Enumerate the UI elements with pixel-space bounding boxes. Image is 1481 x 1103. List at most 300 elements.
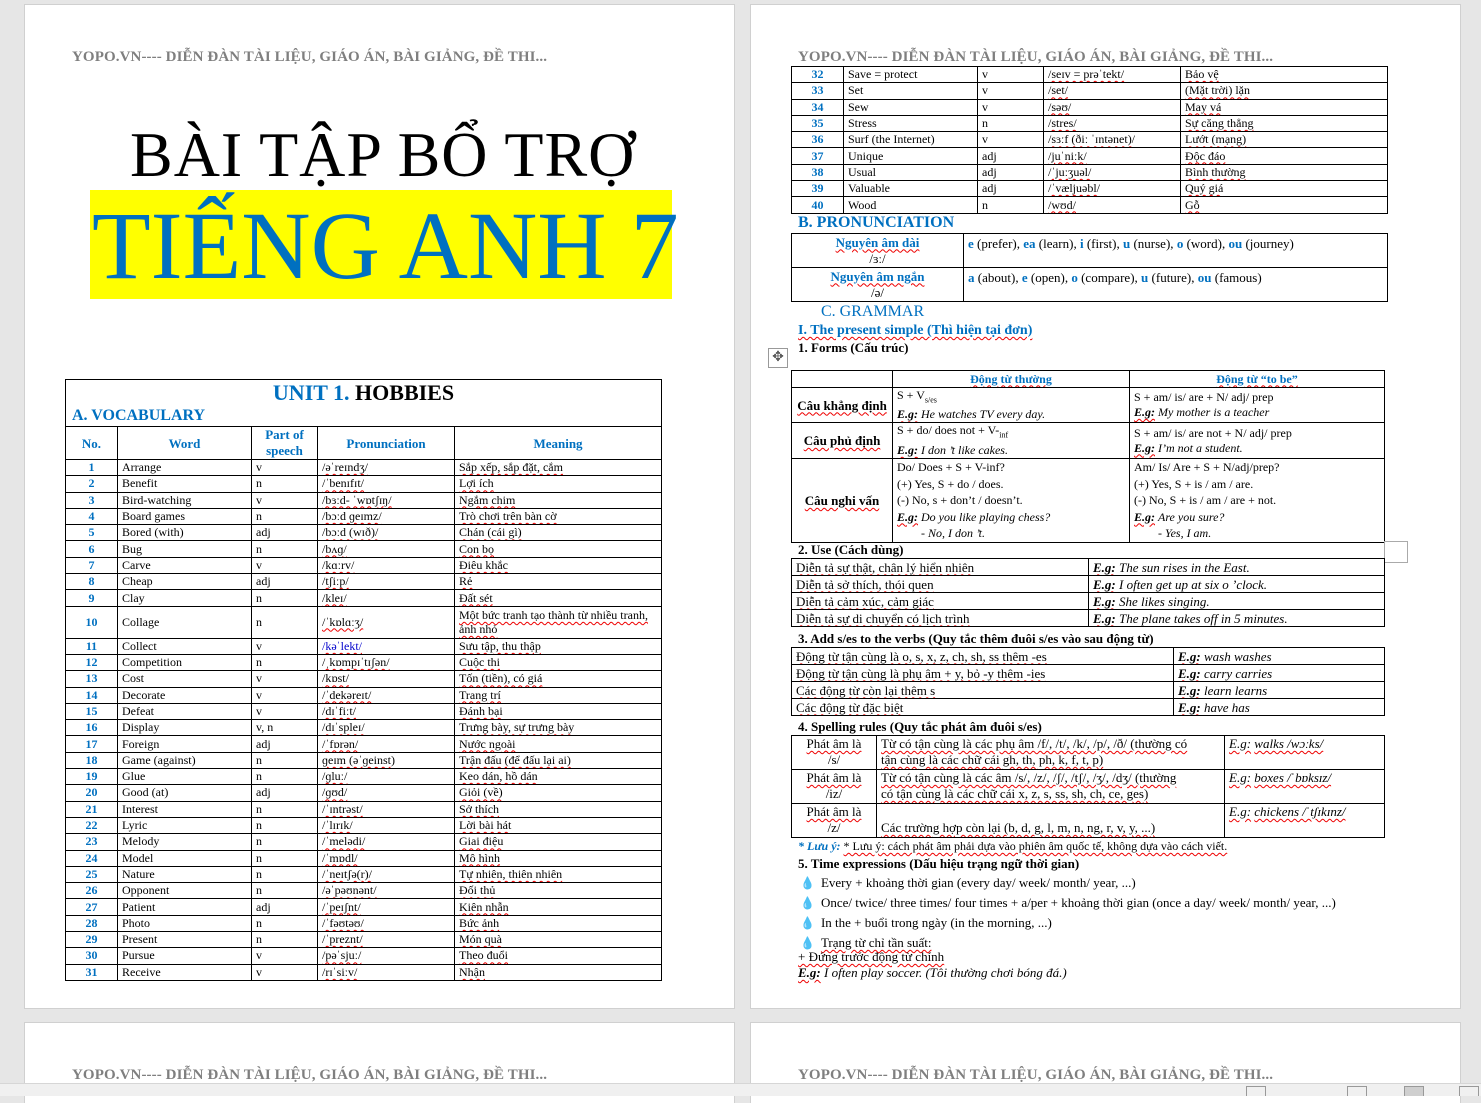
vocab-meaning: May vá bbox=[1181, 99, 1388, 115]
vocab-meaning: Sưu tập, thu thập bbox=[455, 638, 662, 654]
vocab-word: Set bbox=[844, 83, 978, 99]
pronunciation-table bbox=[791, 233, 1388, 302]
vocab-pos: n bbox=[252, 932, 318, 948]
add-ses-example: E.g: have has bbox=[1174, 699, 1385, 716]
vocab-meaning: Đánh bại bbox=[455, 703, 662, 719]
vocab-row bbox=[66, 703, 662, 719]
vocab-no: 31 bbox=[66, 964, 118, 980]
vocab-meaning: Rẻ bbox=[455, 574, 662, 590]
vocab-meaning: Điêu khắc bbox=[455, 557, 662, 573]
time-expressions-list bbox=[800, 873, 1336, 953]
vocab-meaning: Tự nhiên, thiên nhiên bbox=[455, 866, 662, 882]
vocab-row bbox=[66, 883, 662, 899]
page-header: YOPO.VN---- DIỄN ĐÀN TÀI LIỆU, GIÁO ÁN, BÀI GIẢNG, ĐỀ THI... bbox=[798, 49, 1274, 65]
vocab-row bbox=[66, 525, 662, 541]
vocab-pron: /tʃiːp/ bbox=[318, 574, 455, 590]
vocab-row bbox=[66, 492, 662, 508]
vocab-no: 11 bbox=[66, 638, 118, 654]
time-expression-item: 💧 Every + khoảng thời gian (every day/ week/ month/ year, ...) bbox=[800, 875, 1136, 890]
vocab-meaning: Bảo vệ bbox=[1181, 67, 1388, 83]
spelling-label: Phát âm là /z/ bbox=[792, 804, 877, 838]
vocab-pron: /ˈfəʊtəʊ/ bbox=[318, 915, 455, 931]
forms-corner bbox=[792, 371, 893, 388]
use-row bbox=[792, 559, 1385, 576]
use-description: Diễn tả sự thật, chân lý hiển nhiên bbox=[792, 559, 1089, 576]
vocab-no: 26 bbox=[66, 883, 118, 899]
document-page-1 bbox=[25, 5, 734, 1008]
vocab-pron: /bɔːd (wɪð)/ bbox=[318, 525, 455, 541]
vocab-no: 39 bbox=[792, 181, 844, 197]
use-row bbox=[792, 593, 1385, 610]
vocab-pos: adj bbox=[252, 899, 318, 915]
add-ses-example: E.g: learn learns bbox=[1174, 682, 1385, 699]
vocab-pos: n bbox=[978, 197, 1044, 213]
vocab-word: Nature bbox=[118, 866, 252, 882]
vocab-no: 4 bbox=[66, 508, 118, 524]
vocab-meaning: Trò chơi trên bàn cờ bbox=[455, 508, 662, 524]
page-header: YOPO.VN---- DIỄN ĐÀN TÀI LIỆU, GIÁO ÁN, BÀI GIẢNG, ĐỀ THI... bbox=[72, 1067, 548, 1083]
vocab-meaning: Độc đáo bbox=[1181, 148, 1388, 164]
vocab-no: 18 bbox=[66, 752, 118, 768]
vocab-pos: v bbox=[978, 99, 1044, 115]
vocab-pos: v bbox=[252, 948, 318, 964]
vocab-pos: n bbox=[252, 769, 318, 785]
affirmative-verb: $S + V_{s/es}$ E.g: He watches TV every day. bbox=[893, 388, 1130, 423]
vocab-no: 14 bbox=[66, 687, 118, 703]
spelling-rule: Từ có tận cùng là các phụ âm /f/, /t/, /k/, /p/, /ð/ (thường có tận cùng là các chữ cái gh, th, ph, k, f, t, p) bbox=[877, 736, 1225, 770]
vocab-pos: adj bbox=[978, 148, 1044, 164]
vocab-row bbox=[66, 785, 662, 801]
title-line-1: BÀI TẬP BỔ TRỢ bbox=[130, 119, 636, 190]
vocab-row bbox=[66, 769, 662, 785]
negative-label: Câu phủ định bbox=[792, 423, 893, 458]
vocab-meaning: Giỏi (về) bbox=[455, 785, 662, 801]
forms-col-be: Động từ “to be” bbox=[1130, 371, 1385, 388]
vocab-meaning: Bình thường bbox=[1181, 164, 1388, 180]
use-example: E.g: The plane takes off in 5 minutes. bbox=[1089, 610, 1385, 627]
col-part-of-speech: Part of speech bbox=[252, 427, 318, 460]
add-ses-example: E.g: wash washes bbox=[1174, 648, 1385, 665]
droplet-bullet-icon: 💧 bbox=[800, 916, 815, 930]
vocab-no: 28 bbox=[66, 915, 118, 931]
vocab-meaning: Giai điệu bbox=[455, 834, 662, 850]
vocab-row bbox=[66, 899, 662, 915]
time-expression-item: 💧 In the + buổi trong ngày (in the morning, ...) bbox=[800, 915, 1052, 930]
spelling-title: 4. Spelling rules (Quy tắc phát âm đuôi s/es) bbox=[798, 719, 1042, 734]
add-ses-rule: Các động từ đặc biệt bbox=[792, 699, 1174, 716]
vocab-row bbox=[792, 83, 1388, 99]
vocab-pron: /ˈmɒdl/ bbox=[318, 850, 455, 866]
vocab-word: Photo bbox=[118, 915, 252, 931]
vocab-pos: n bbox=[252, 752, 318, 768]
vocab-row bbox=[792, 181, 1388, 197]
vocab-no: 23 bbox=[66, 834, 118, 850]
vocab-word: Collage bbox=[118, 606, 252, 638]
use-title: 2. Use (Cách dùng) bbox=[798, 542, 904, 557]
vocab-pron: /ˈɪntrəst/ bbox=[318, 801, 455, 817]
vocab-word: Interest bbox=[118, 801, 252, 817]
time-expression-item: 💧 Trạng từ chỉ tần suất: bbox=[800, 935, 932, 950]
vocab-pron: /ˈpeɪʃnt/ bbox=[318, 899, 455, 915]
forms-col-verb: Động từ thường bbox=[893, 371, 1130, 388]
page-header: YOPO.VN---- DIỄN ĐÀN TÀI LIỆU, GIÁO ÁN, BÀI GIẢNG, ĐỀ THI... bbox=[72, 49, 548, 65]
vocab-pron: /ɡluː/ bbox=[318, 769, 455, 785]
vocab-pos: adj bbox=[252, 736, 318, 752]
vocab-pron: /ˈdekəreɪt/ bbox=[318, 687, 455, 703]
vocab-word: Pursue bbox=[118, 948, 252, 964]
vocab-no: 25 bbox=[66, 866, 118, 882]
add-ses-row bbox=[792, 699, 1385, 716]
vocab-pos: n bbox=[252, 606, 318, 638]
title-line-2: TIẾNG ANH 7 bbox=[92, 192, 679, 299]
vocab-word: Game (against) bbox=[118, 752, 252, 768]
vocab-pron: /bɔːd ɡeɪmz/ bbox=[318, 508, 455, 524]
col-pronunciation: Pronunciation bbox=[318, 427, 455, 460]
vocab-no: 32 bbox=[792, 67, 844, 83]
vocab-meaning: Lời bài hát bbox=[455, 817, 662, 833]
vocab-word: Sew bbox=[844, 99, 978, 115]
vocab-meaning: Theo đuổi bbox=[455, 948, 662, 964]
question-verb: Do/ Does + S + V-inf? (+) Yes, S + do / does. (-) No, s + don’t / doesn’t. E.g: Do you like playing chess? - No, I don ’t. bbox=[893, 458, 1130, 542]
vocab-pron: /kɑːrv/ bbox=[318, 557, 455, 573]
vocab-pron: /ˈjuːʒuəl/ bbox=[1044, 164, 1181, 180]
vocab-meaning: Tốn (tiền), có giá bbox=[455, 671, 662, 687]
vocab-meaning: Lướt (mạng) bbox=[1181, 132, 1388, 148]
vocab-pos: v, n bbox=[252, 720, 318, 736]
vocab-pos: n bbox=[978, 115, 1044, 131]
vocab-row bbox=[66, 541, 662, 557]
vocab-word: Opponent bbox=[118, 883, 252, 899]
vocab-pron: /seɪv = prəˈtekt/ bbox=[1044, 67, 1181, 83]
vocab-row bbox=[66, 964, 662, 980]
vocab-pos: n bbox=[252, 801, 318, 817]
time-expression-item: 💧 Once/ twice/ three times/ four times + a/per + khoảng thời gian (once a day/ week/ month/ year, ...) bbox=[800, 895, 1336, 910]
vocab-pron: /bɜːd- ˈwɒtʃɪŋ/ bbox=[318, 492, 455, 508]
vocab-pron: /səʊ/ bbox=[1044, 99, 1181, 115]
vocab-pron: /stres/ bbox=[1044, 115, 1181, 131]
vocab-pos: n bbox=[252, 866, 318, 882]
vocab-pron: /ˈvæljuəbl/ bbox=[1044, 181, 1181, 197]
vocabulary-heading: A. VOCABULARY bbox=[66, 406, 662, 427]
vocab-pos: n bbox=[252, 915, 318, 931]
vocab-no: 5 bbox=[66, 525, 118, 541]
add-ses-rule: Các động từ còn lại thêm s bbox=[792, 682, 1174, 699]
vocab-row bbox=[66, 671, 662, 687]
vocab-row bbox=[792, 67, 1388, 83]
use-row bbox=[792, 576, 1385, 593]
vocab-pron: /ˈbenɪfɪt/ bbox=[318, 476, 455, 492]
spelling-table bbox=[791, 735, 1385, 838]
droplet-bullet-icon: 💧 bbox=[800, 936, 815, 950]
vocab-word: Carve bbox=[118, 557, 252, 573]
vocab-meaning: Cuộc thi bbox=[455, 654, 662, 670]
vocab-meaning: Sắp xếp, sắp đặt, cắm bbox=[455, 460, 662, 476]
vocab-pos: v bbox=[978, 132, 1044, 148]
vocab-row bbox=[792, 99, 1388, 115]
vocab-pron: /ˈkɒlɑːʒ/ bbox=[318, 606, 455, 638]
vocab-pron: /ˈpreznt/ bbox=[318, 932, 455, 948]
vocab-word: Cheap bbox=[118, 574, 252, 590]
vocab-meaning: Nước ngoài bbox=[455, 736, 662, 752]
vocab-row bbox=[66, 866, 662, 882]
vocab-pron: /dɪˈfiːt/ bbox=[318, 703, 455, 719]
vocab-pron: /əˈreɪndʒ/ bbox=[318, 460, 455, 476]
vocab-no: 13 bbox=[66, 671, 118, 687]
vocab-pos: v bbox=[252, 687, 318, 703]
vocab-no: 37 bbox=[792, 148, 844, 164]
col-meaning: Meaning bbox=[455, 427, 662, 460]
spelling-row bbox=[792, 736, 1385, 770]
vocab-row bbox=[792, 115, 1388, 131]
vocab-meaning: Món quà bbox=[455, 932, 662, 948]
vocab-pos: adj bbox=[978, 181, 1044, 197]
vocab-pron: /sɜːf (ðiː ˈɪntənet)/ bbox=[1044, 132, 1181, 148]
grammar-heading: C. GRAMMAR bbox=[821, 303, 925, 320]
spelling-example: E.g: walks /wɔːks/ bbox=[1225, 736, 1385, 770]
question-be: Am/ Is/ Are + S + N/adj/prep? (+) Yes, S + is / am / are. (-) No, S + is / am / are + not. E.g: Are you sure? - Yes, I am. bbox=[1130, 458, 1385, 542]
use-description: Diễn tả sự di chuyển có lịch trình bbox=[792, 610, 1089, 627]
vocab-pos: v bbox=[252, 557, 318, 573]
vocab-word: Bored (with) bbox=[118, 525, 252, 541]
vocab-word: Cost bbox=[118, 671, 252, 687]
time-expressions-title: 5. Time expressions (Dấu hiệu trạng ngữ thời gian) bbox=[798, 856, 1080, 871]
affirmative-label: Câu khẳng định bbox=[792, 388, 893, 423]
spelling-rule: Từ có tận cùng là các âm /s/, /z/, /ʃ/, /tʃ/, /ʒ/, /dʒ/ (thường có tận cùng là các chữ cái x, z, s, ss, sh, ch, ce, ges) bbox=[877, 770, 1225, 804]
pron-label: Nguyên âm dài /ɜː/ bbox=[792, 234, 964, 268]
vocab-pos: n bbox=[252, 817, 318, 833]
add-ses-row bbox=[792, 648, 1385, 665]
vocab-meaning: Gỗ bbox=[1181, 197, 1388, 213]
vocab-pos: v bbox=[978, 67, 1044, 83]
spelling-row bbox=[792, 770, 1385, 804]
vocab-pos: adj bbox=[252, 574, 318, 590]
vocab-pos: v bbox=[252, 703, 318, 719]
vocab-pron: /pəˈsjuː/ bbox=[318, 948, 455, 964]
vocab-row bbox=[792, 148, 1388, 164]
title-highlight bbox=[90, 190, 679, 299]
vocab-pos: v bbox=[252, 638, 318, 654]
vocab-row bbox=[66, 915, 662, 931]
use-table bbox=[791, 558, 1385, 627]
col-word: Word bbox=[118, 427, 252, 460]
affirmative-be: S + am/ is/ are + N/ adj/ prep E.g: My mother is a teacher bbox=[1130, 388, 1385, 423]
vocab-no: 19 bbox=[66, 769, 118, 785]
vocab-meaning: Đối thủ bbox=[455, 883, 662, 899]
vocab-pron: /kɒst/ bbox=[318, 671, 455, 687]
vocab-no: 17 bbox=[66, 736, 118, 752]
droplet-bullet-icon: 💧 bbox=[800, 896, 815, 910]
vocab-row bbox=[792, 132, 1388, 148]
vocab-meaning: Ngắm chim bbox=[455, 492, 662, 508]
vocab-word: Receive bbox=[118, 964, 252, 980]
col-no: No. bbox=[66, 427, 118, 460]
vocab-row bbox=[66, 557, 662, 573]
vocab-meaning: Sự căng thẳng bbox=[1181, 115, 1388, 131]
final-example: E.g: I often play soccer. (Tôi thường chơi bóng đá.) bbox=[798, 965, 1067, 980]
vocab-word: Model bbox=[118, 850, 252, 866]
vocab-pos: adj bbox=[252, 525, 318, 541]
vocab-pron: /bʌɡ/ bbox=[318, 541, 455, 557]
vocab-pos: v bbox=[252, 460, 318, 476]
vocab-row bbox=[66, 932, 662, 948]
vocab-meaning: Keo dán, hồ dán bbox=[455, 769, 662, 785]
document-page-2 bbox=[751, 5, 1460, 1008]
vocab-pos: v bbox=[252, 964, 318, 980]
pronunciation-heading: B. PRONUNCIATION bbox=[798, 214, 955, 231]
vocab-pron: /juˈniːk/ bbox=[1044, 148, 1181, 164]
vocab-word: Board games bbox=[118, 508, 252, 524]
add-ses-rule: Động từ tận cùng là o, s, x, z, ch, sh, ss thêm -es bbox=[792, 648, 1174, 665]
vocab-word: Save = protect bbox=[844, 67, 978, 83]
vocab-pron: /ɡʊd/ bbox=[318, 785, 455, 801]
vocab-pron: ɡeɪm (əˈɡeinst) bbox=[318, 752, 455, 768]
vocab-no: 30 bbox=[66, 948, 118, 964]
vocab-no: 15 bbox=[66, 703, 118, 719]
move-handle-icon[interactable]: ✥ bbox=[768, 348, 788, 368]
use-row bbox=[792, 610, 1385, 627]
pron-label: Nguyên âm ngắn /ə/ bbox=[792, 268, 964, 302]
vocab-no: 2 bbox=[66, 476, 118, 492]
vocab-no: 40 bbox=[792, 197, 844, 213]
vocab-word: Lyric bbox=[118, 817, 252, 833]
vocab-word: Melody bbox=[118, 834, 252, 850]
vocab-row bbox=[66, 638, 662, 654]
vocab-meaning: Lợi ích bbox=[455, 476, 662, 492]
vocab-word: Bug bbox=[118, 541, 252, 557]
vocab-meaning: Nhận bbox=[455, 964, 662, 980]
vocab-row bbox=[66, 590, 662, 606]
vocab-meaning: Trưng bày, sự trưng bày bbox=[455, 720, 662, 736]
vocab-pron: /ˈlɪrɪk/ bbox=[318, 817, 455, 833]
position-note: + Đứng trước động từ chính bbox=[798, 949, 945, 964]
vocab-no: 8 bbox=[66, 574, 118, 590]
vocab-row bbox=[66, 654, 662, 670]
vocab-row bbox=[66, 606, 662, 638]
note: * Lưu ý: * Lưu ý: cách phát âm phải dựa vào phiên âm quốc tế, không dựa vào cách viết. bbox=[798, 839, 1228, 853]
vocab-word: Arrange bbox=[118, 460, 252, 476]
vocab-word: Unique bbox=[844, 148, 978, 164]
vocab-word: Clay bbox=[118, 590, 252, 606]
vocab-row bbox=[66, 720, 662, 736]
vocab-pos: n bbox=[252, 850, 318, 866]
vocab-no: 22 bbox=[66, 817, 118, 833]
add-ses-row bbox=[792, 682, 1385, 699]
vocab-pos: n bbox=[252, 834, 318, 850]
vocab-pron: /ˈmelədi/ bbox=[318, 834, 455, 850]
vocab-pos: v bbox=[252, 492, 318, 508]
vocab-pron: /wʊd/ bbox=[1044, 197, 1181, 213]
vocab-row bbox=[792, 164, 1388, 180]
vocab-row bbox=[66, 801, 662, 817]
vocab-pron: /əˈpəʊnənt/ bbox=[318, 883, 455, 899]
vocab-word: Competition bbox=[118, 654, 252, 670]
unit-title: UNIT 1. HOBBIES bbox=[66, 380, 662, 407]
vocab-row bbox=[66, 850, 662, 866]
spelling-label: Phát âm là /s/ bbox=[792, 736, 877, 770]
vocab-row bbox=[66, 736, 662, 752]
pron-row bbox=[792, 234, 1388, 268]
spelling-label: Phát âm là /iz/ bbox=[792, 770, 877, 804]
vocab-row bbox=[66, 817, 662, 833]
droplet-bullet-icon: 💧 bbox=[800, 876, 815, 890]
vocab-pos: n bbox=[252, 476, 318, 492]
vocab-no: 20 bbox=[66, 785, 118, 801]
vocab-row bbox=[66, 948, 662, 964]
vocab-meaning: Trang trí bbox=[455, 687, 662, 703]
vocab-word: Collect bbox=[118, 638, 252, 654]
vocab-pron: /kleɪ/ bbox=[318, 590, 455, 606]
vocab-pron: /ˌkɒmpɪˈtɪʃən/ bbox=[318, 654, 455, 670]
vocab-pos: n bbox=[252, 508, 318, 524]
vocab-row bbox=[66, 508, 662, 524]
vocab-meaning: Đất sét bbox=[455, 590, 662, 606]
vocab-no: 6 bbox=[66, 541, 118, 557]
vocab-pron: /dɪˈspleɪ/ bbox=[318, 720, 455, 736]
vocab-pos: n bbox=[252, 541, 318, 557]
question-label: Câu nghi vấn bbox=[792, 458, 893, 542]
vocab-meaning: Quý giá bbox=[1181, 181, 1388, 197]
use-description: Diễn tả sở thích, thói quen bbox=[792, 576, 1089, 593]
spelling-example: E.g: boxes /ˈbɒksɪz/ bbox=[1225, 770, 1385, 804]
vocab-no: 36 bbox=[792, 132, 844, 148]
vocab-row bbox=[66, 460, 662, 476]
vocab-word: Good (at) bbox=[118, 785, 252, 801]
vocab-row bbox=[66, 476, 662, 492]
vocab-pron: /set/ bbox=[1044, 83, 1181, 99]
vocab-pron: /kəˈlekt/ bbox=[318, 638, 455, 654]
vocab-no: 34 bbox=[792, 99, 844, 115]
vocab-pos: adj bbox=[978, 164, 1044, 180]
add-ses-row bbox=[792, 665, 1385, 682]
forms-table bbox=[791, 370, 1385, 543]
vocab-no: 9 bbox=[66, 590, 118, 606]
vocab-meaning: Chán (cái gì) bbox=[455, 525, 662, 541]
vocab-word: Benefit bbox=[118, 476, 252, 492]
use-example: E.g: The sun rises in the East. bbox=[1089, 559, 1385, 576]
table-resize-handle[interactable] bbox=[1384, 541, 1408, 563]
vocab-pos: n bbox=[252, 590, 318, 606]
negative-be: S + am/ is/ are not + N/ adj/ prep E.g: I’m not a student. bbox=[1130, 423, 1385, 458]
vocab-word: Present bbox=[118, 932, 252, 948]
vocab-meaning: Bức ảnh bbox=[455, 915, 662, 931]
vocab-meaning: Con bọ bbox=[455, 541, 662, 557]
vocab-pron: /rɪˈsiːv/ bbox=[318, 964, 455, 980]
vocab-no: 21 bbox=[66, 801, 118, 817]
use-example: E.g: I often get up at six o ’clock. bbox=[1089, 576, 1385, 593]
vocab-no: 29 bbox=[66, 932, 118, 948]
vocab-pos: n bbox=[252, 654, 318, 670]
add-ses-rule: Động từ tận cùng là phụ âm + y, bỏ -y thêm -ies bbox=[792, 665, 1174, 682]
vocab-no: 12 bbox=[66, 654, 118, 670]
add-ses-title: 3. Add s/es to the verbs (Quy tắc thêm đuôi s/es vào sau động từ) bbox=[798, 631, 1154, 646]
add-ses-example: E.g: carry carries bbox=[1174, 665, 1385, 682]
vocab-no: 3 bbox=[66, 492, 118, 508]
spelling-rule: Các trường hợp còn lại (b, d, g, l, m, n, ng, r, v, y, ...) bbox=[877, 804, 1225, 838]
vocab-no: 38 bbox=[792, 164, 844, 180]
pron-row bbox=[792, 268, 1388, 302]
use-description: Diễn tả cảm xúc, cảm giác bbox=[792, 593, 1089, 610]
vocab-no: 35 bbox=[792, 115, 844, 131]
vocab-no: 16 bbox=[66, 720, 118, 736]
vocab-no: 7 bbox=[66, 557, 118, 573]
vocab-row bbox=[66, 834, 662, 850]
vocab-meaning: Sở thích bbox=[455, 801, 662, 817]
vocab-pos: v bbox=[978, 83, 1044, 99]
pron-examples: e (prefer), ea (learn), i (first), u (nurse), o (word), ou (journey) bbox=[964, 234, 1388, 268]
vocab-pos: v bbox=[252, 671, 318, 687]
vocab-row bbox=[66, 687, 662, 703]
vocab-meaning: Một bức tranh tạo thành từ nhiều tranh, ảnh nhỏ bbox=[455, 606, 662, 638]
